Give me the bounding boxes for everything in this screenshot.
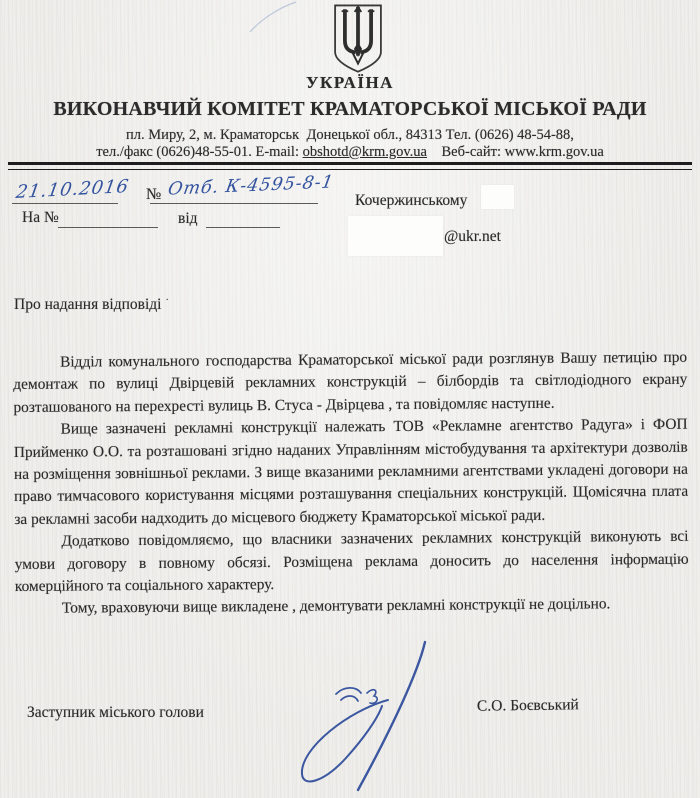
letter-body xyxy=(13,347,689,621)
handwritten-signature xyxy=(272,636,442,796)
outgoing-date-handwritten: 21.10.2016 xyxy=(14,175,131,204)
address-line-1: пл. Миру, 2, м. Краматорськ Донецької обл., 84313 Тел. (0626) 48-54-88, xyxy=(126,127,574,143)
address-line-2-suffix: Веб-сайт: www.krm.gov.ua xyxy=(427,144,604,160)
address-line-2-prefix: тел./факс (0626)48-55-01. E-mail: xyxy=(96,144,303,160)
recipient-email-suffix: @ukr.net xyxy=(444,228,501,245)
redaction-box-email xyxy=(348,216,443,256)
org-email-text: obshotd@krm.gov.ua xyxy=(302,144,427,160)
address-line-2 xyxy=(0,144,700,161)
outgoing-number-handwritten: Отб. К-4595-8-1 xyxy=(166,172,336,200)
redaction-box-initials xyxy=(481,185,514,209)
signatory-title: Заступник міського голови xyxy=(27,704,204,721)
subject-text: Про надання відповіді xyxy=(14,296,162,313)
ukraine-trident-icon xyxy=(316,3,400,75)
subject-line xyxy=(14,294,169,314)
pen-stroke-artifact xyxy=(238,0,300,34)
body-paragraph-4: Тому, враховуючи вище викладене , демонтувати рекламні конструкції не доцільно. xyxy=(61,595,611,618)
organization-name: ВИКОНАВЧИЙ КОМІТЕТ КРАМАТОРСЬКОЇ МІСЬКОЇ РАДИ xyxy=(53,98,647,120)
subject-artifact-dot: · xyxy=(165,294,170,306)
incoming-date-blank-line xyxy=(206,227,280,228)
body-paragraph-2: Вище зазначені рекламні конструкції належать ТОВ «Рекламне агентство Радуга» і ФОП Прийменко О.О. та розташовані згідно наданих Управлінням містобудування та архітектури дозволів на розміщення зовнішньої реклами. З вище вказаними рекламними агентствами укладені договори на право тимчасового користування місцями розташування спеціальних конструкцій. Щомісячна плата за рекламні засоби надходить до місцевого бюджету Краматорської міської ради. xyxy=(13,415,689,528)
body-paragraph-3: Додатково повідомляємо, що власники зазначених рекламних конструкцій виконують всі умови договору в повному обсязі. Розміщена реклама доносить до населення інформацію комерційного та соціального характеру. xyxy=(14,527,689,596)
incoming-date-label: від xyxy=(178,210,198,227)
incoming-number-label: На № xyxy=(22,209,59,226)
country-name: УКРАЇНА xyxy=(306,73,394,92)
recipient-name: Кочержинському xyxy=(355,192,468,209)
incoming-number-blank-line xyxy=(58,227,158,228)
number-label: № xyxy=(146,186,162,203)
signatory-name: С.О. Боєвський xyxy=(476,696,579,715)
date-blank-line xyxy=(12,203,118,204)
separator-rule-top xyxy=(8,162,692,165)
separator-rule-bottom xyxy=(8,169,692,171)
body-paragraph-1: Відділ комунального господарства Краматорської міської ради розглянув Вашу петицію про демонтаж по вулиці Двірцевій рекламних конструкцій – білбордів та світлодіодного екрану розташованого на перехресті вулиць В. Стуса - Двірцева , та повідомляє наступне. xyxy=(13,348,688,416)
number-blank-line xyxy=(150,203,318,204)
